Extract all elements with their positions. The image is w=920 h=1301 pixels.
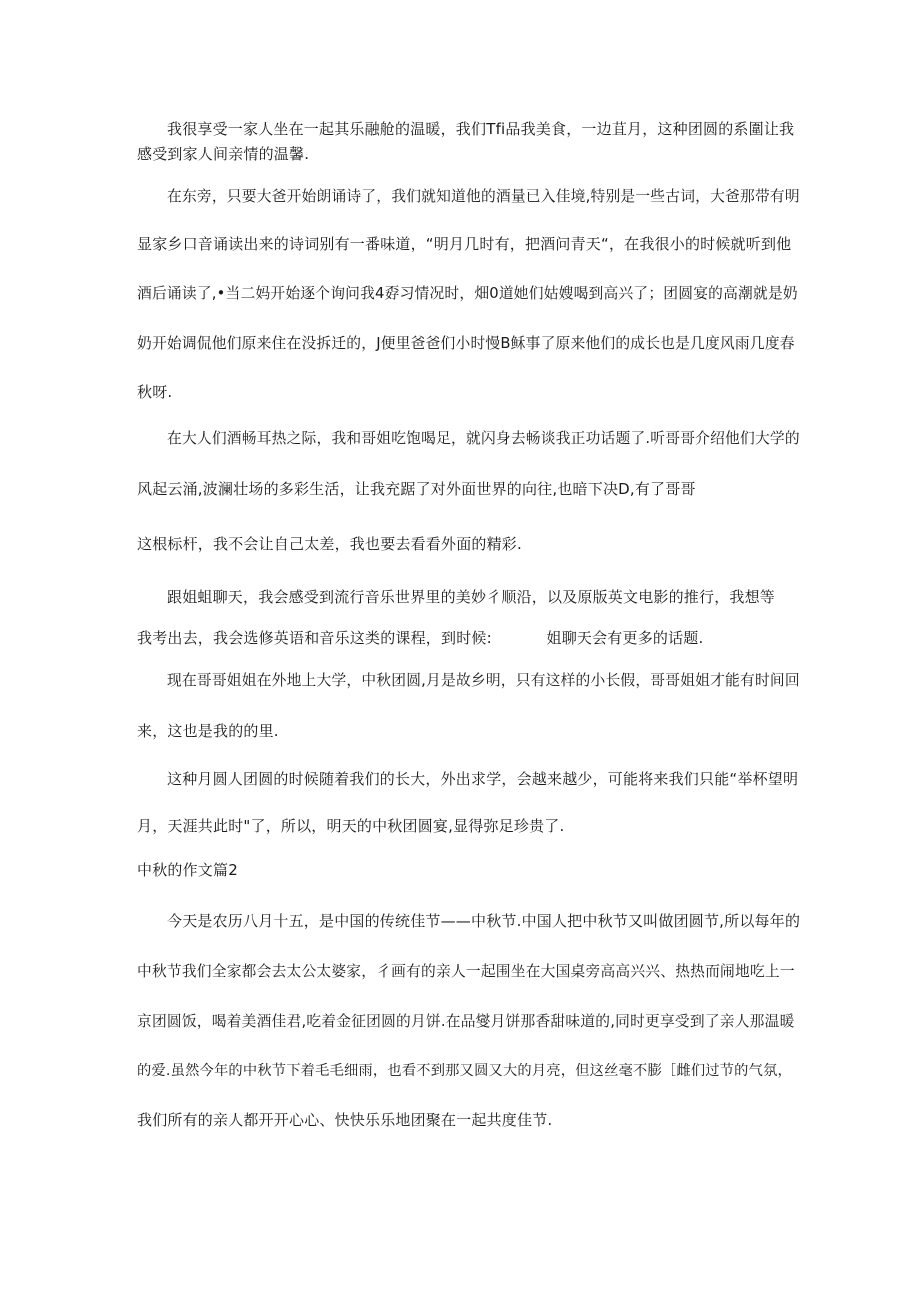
text-line: 中秋节我们全家都会去太公太婆家，彳画有的亲人一起围坐在大国桌旁高高兴兴、热热而闹地吃上一 xyxy=(137,963,795,980)
text-line: 风起云涌,波澜壮场的多彩生活，让我充踞了对外面世界的向往,也暗下决D,有了哥哥 xyxy=(137,480,696,498)
text-line: 在东旁，只要大爸开始朗诵诗了，我们就知道他的酒量已入佳境,特别是一些古词，大爸那带有明 xyxy=(167,188,800,205)
text-line: 来，这也是我的的里. xyxy=(137,722,279,740)
text-line: 我考出去，我会选修英语和音乐这类的课程，到时候: 姐聊天会有更多的话题. xyxy=(137,629,704,647)
text-line: 跟姐蛆聊天，我会感受到流行音乐世界里的美妙彳顺沿，以及原版英文电影的推行，我想等 xyxy=(167,588,776,606)
text-line: 奶开始调侃他们原来住在没拆迁的，J便里爸爸们小时慢B稣事了原来他们的成长也是几度风雨几度春 xyxy=(137,335,795,352)
text-line: 现在哥哥姐姐在外地上大学，中秋团圆,月是故乡明，只有这样的小长假，哥哥姐姐才能有时间回 xyxy=(167,672,800,689)
text-line: 我们所有的亲人都开开心心、快快乐乐地团聚在一起共度佳节. xyxy=(137,1111,553,1129)
text-line: 今天是农历八月十五，是中国的传统佳节——中秋节.中国人把中秋节又叫做团圆节,所以每年的 xyxy=(167,912,801,930)
text-line: 感受到家人间亲情的温馨. xyxy=(137,145,310,163)
text-line: 的爱.虽然今年的中秋节下着毛毛细雨，也看不到那又圆又大的月亮，但这丝毫不膨［雌们过节的气氛， xyxy=(137,1063,792,1079)
text-line: 月，天涯共此时"了，所以，明天的中秋团圆宴,显得弥足珍贵了. xyxy=(137,817,565,835)
section-heading: 中秋的作文篇2 xyxy=(137,861,238,879)
text-line: 秋呀. xyxy=(137,383,173,401)
text-line: 这根标杆，我不会让自己太差，我也要去看看外面的精彩. xyxy=(137,535,522,553)
text-line: 京团圆饭，喝着美酒佳君,吃着金征团圆的月饼.在品燮月饼那香甜味道的,同时更享受到了亲人那温暖 xyxy=(137,1013,795,1030)
text-line: 这种月圆人团圆的时候随着我们的长大，外出求学，会越来越少，可能将来我们只能“举杯望明 xyxy=(167,770,799,788)
text-line: 在大人们酒畅耳热之际，我和哥姐吃饱喝足，就闪身去畅谈我正功话题了.听哥哥介绍他们大学的 xyxy=(167,430,800,447)
text-line: 酒后诵读了,•当二妈开始逐个询问我4孬习情况时，畑0道她们姑嫂喝到高兴了；团圆宴的高潮就是奶 xyxy=(137,285,798,302)
text-line: 显家乡口音诵读出来的诗词别有一番味道，“明月几时有，把酒问青天“，在我很小的时候就听到他 xyxy=(137,235,792,253)
text-line: 我很享受一家人坐在一起其乐融舱的温暖，我们Tfi品我美食，一边苴月，这种团圆的系圍让我 xyxy=(167,120,795,138)
